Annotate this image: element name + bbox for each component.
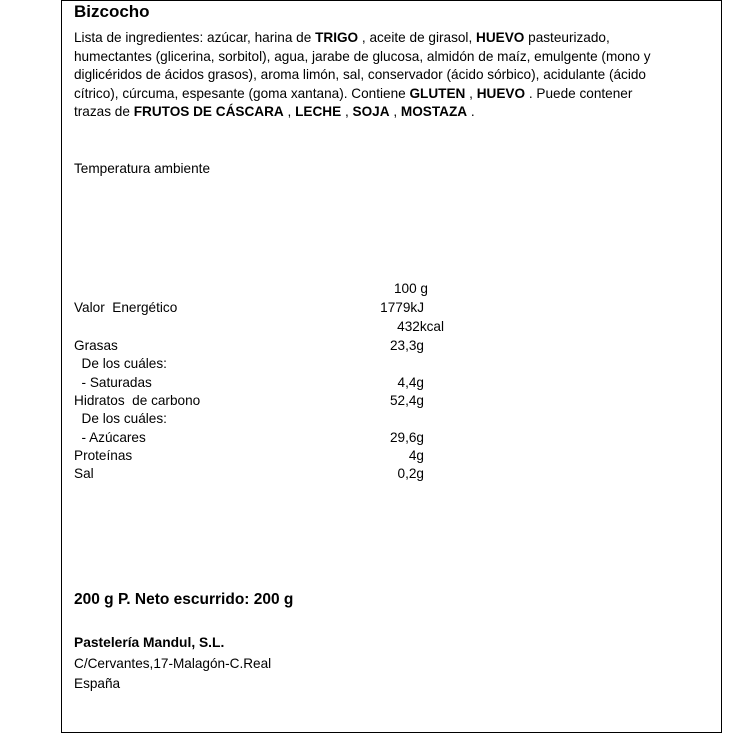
allergen-text: SOJA — [352, 104, 390, 119]
ingredient-text: , — [389, 104, 401, 119]
net-weight: 200 g P. Neto escurrido: 200 g — [74, 591, 294, 608]
nutrition-value: 4g — [408, 448, 424, 463]
ingredient-text: , aceite de girasol, — [358, 30, 477, 45]
allergen-text: FRUTOS DE CÁSCARA — [133, 104, 284, 119]
nutrition-label: Sal — [74, 466, 94, 481]
ingredient-text: Lista de ingredientes: azúcar, harina de — [74, 30, 316, 45]
allergen-text: TRIGO — [315, 30, 359, 45]
nutrition-row — [62, 411, 723, 429]
nutrition-value: 4,4g — [397, 375, 424, 390]
ingredients-list — [74, 29, 660, 122]
product-label — [61, 0, 722, 733]
nutrition-label: - Azúcares — [74, 430, 146, 445]
nutrition-label: Hidratos de carbono — [74, 393, 201, 408]
ingredient-text: . Puede contener trazas de — [74, 85, 633, 119]
nutrition-label: Valor Energético — [74, 300, 178, 315]
allergen-text: GLUTEN — [409, 85, 466, 101]
allergen-text: MOSTAZA — [400, 104, 468, 119]
nutrition-header-row — [62, 281, 723, 299]
nutrition-row — [62, 466, 723, 484]
nutrition-value: 0,2g — [397, 466, 424, 481]
nutrition-label: - Saturadas — [74, 375, 152, 390]
ingredient-text: , — [341, 104, 353, 119]
nutrition-row — [62, 430, 723, 448]
nutrition-row — [62, 393, 723, 411]
nutrition-value: 23,3g — [389, 338, 424, 353]
nutrition-header: 100 g — [393, 281, 428, 296]
company-name: Pastelería Mandul, S.L. — [74, 635, 225, 650]
product-title: Bizcocho — [74, 2, 150, 21]
nutrition-label: De los cuáles: — [74, 411, 167, 426]
nutrition-value: 29,6g — [389, 430, 424, 445]
storage-conditions: Temperatura ambiente — [74, 161, 211, 176]
allergen-text: HUEVO — [476, 85, 526, 101]
ingredient-text: . — [467, 104, 475, 119]
ingredient-text: , — [465, 85, 477, 101]
nutrition-row — [62, 338, 723, 356]
ingredient-text: pasteurizado, humectantes (glicerina, sorbitol), agua, jarabe de glucosa, almidón de maíz, emulgente (mono y diglicéridos de ácidos grasos), aroma limón, sal, conservador (ácido sórbico), acidulante (ácido cítrico), cúrcuma, espesante (goma xantana). Contiene — [74, 30, 651, 101]
allergen-text: HUEVO — [476, 30, 525, 45]
nutrition-row — [62, 356, 723, 374]
nutrition-label: De los cuáles: — [74, 356, 167, 371]
nutrition-value: 52,4g — [389, 393, 424, 408]
nutrition-value: 1779kJ — [380, 300, 424, 315]
company-country: España — [74, 676, 121, 691]
nutrition-value: 432kcal — [397, 319, 444, 334]
allergen-text: LECHE — [295, 104, 342, 119]
nutrition-label: Grasas — [74, 338, 118, 353]
nutrition-row — [62, 319, 723, 337]
nutrition-row — [62, 448, 723, 466]
nutrition-row — [62, 375, 723, 393]
nutrition-row — [62, 300, 723, 318]
nutrition-label: Proteínas — [74, 448, 133, 463]
ingredient-text: , — [283, 104, 296, 119]
company-address: C/Cervantes,17-Malagón-C.Real — [74, 656, 272, 671]
